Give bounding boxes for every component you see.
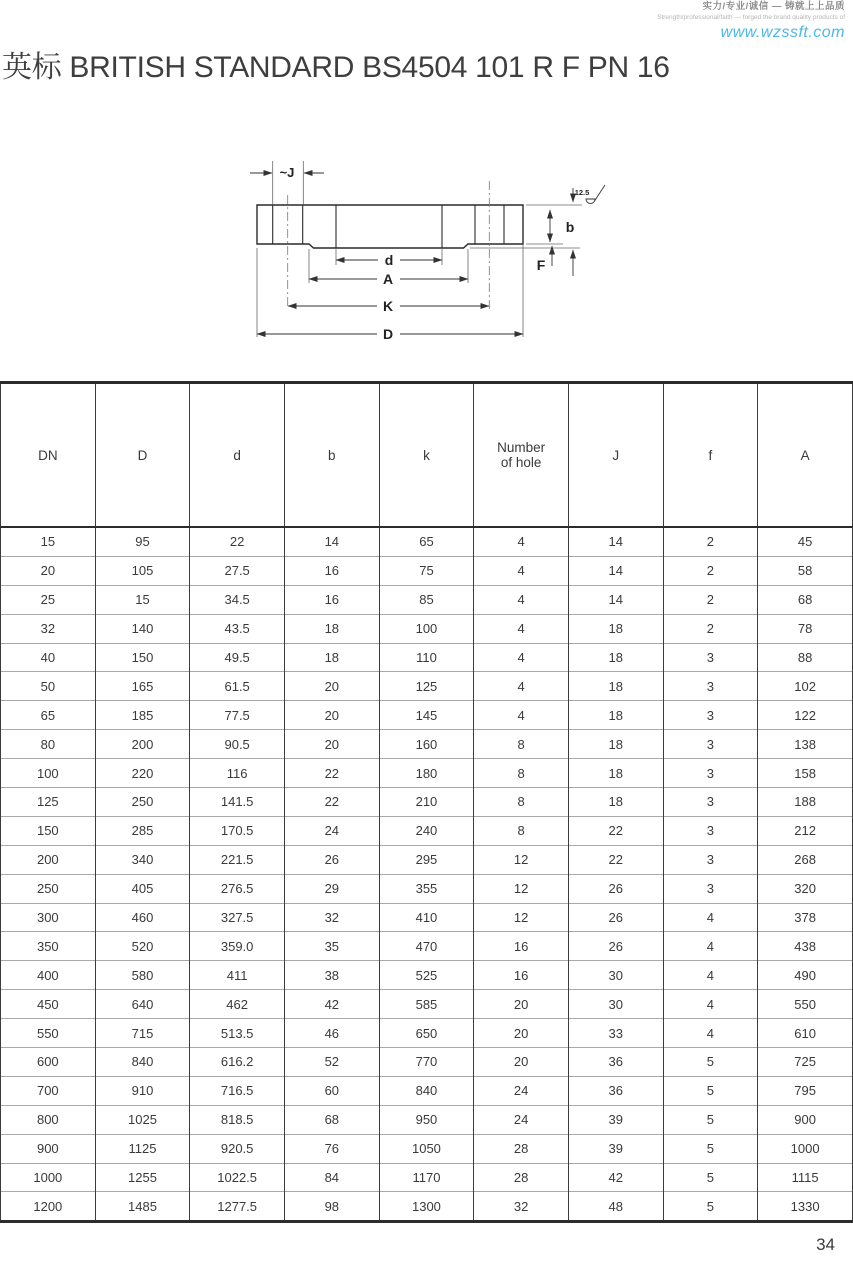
table-cell: 33 xyxy=(568,1019,663,1048)
table-row xyxy=(1,874,853,903)
table-row xyxy=(1,1076,853,1105)
table-cell: 1300 xyxy=(379,1192,474,1222)
table-cell: 76 xyxy=(284,1134,379,1163)
table-row xyxy=(1,845,853,874)
table-cell: 470 xyxy=(379,932,474,961)
table-cell: 65 xyxy=(379,527,474,556)
table-cell: 1000 xyxy=(1,1163,96,1192)
table-cell: 22 xyxy=(568,845,663,874)
table-cell: 30 xyxy=(568,961,663,990)
table-cell: 22 xyxy=(568,816,663,845)
table-cell: 300 xyxy=(1,903,96,932)
table-cell: 268 xyxy=(758,845,853,874)
table-cell: 490 xyxy=(758,961,853,990)
table-cell: 150 xyxy=(95,643,190,672)
table-row xyxy=(1,614,853,643)
table-cell: 26 xyxy=(568,874,663,903)
table-cell: 920.5 xyxy=(190,1134,285,1163)
table-cell: 24 xyxy=(474,1076,569,1105)
flange-body-outline xyxy=(257,205,523,248)
table-cell: 550 xyxy=(758,990,853,1019)
table-row xyxy=(1,932,853,961)
table-cell: 38 xyxy=(284,961,379,990)
table-cell: 14 xyxy=(568,585,663,614)
dimension-J-label: ~J xyxy=(279,165,295,180)
table-cell: 29 xyxy=(284,874,379,903)
table-cell: 585 xyxy=(379,990,474,1019)
table-cell: 513.5 xyxy=(190,1019,285,1048)
page-header xyxy=(657,2,845,43)
table-cell: 24 xyxy=(474,1105,569,1134)
table-cell: 16 xyxy=(474,961,569,990)
table-cell: 616.2 xyxy=(190,1048,285,1077)
table-cell: 1000 xyxy=(758,1134,853,1163)
table-cell: 525 xyxy=(379,961,474,990)
table-cell: 36 xyxy=(568,1076,663,1105)
col-header-f: f xyxy=(663,383,758,528)
table-cell: 22 xyxy=(284,759,379,788)
table-row xyxy=(1,1163,853,1192)
table-cell: 1050 xyxy=(379,1134,474,1163)
table-cell: 1485 xyxy=(95,1192,190,1222)
table-cell: 160 xyxy=(379,730,474,759)
table-cell: 3 xyxy=(663,816,758,845)
col-header-k: k xyxy=(379,383,474,528)
table-cell: 340 xyxy=(95,845,190,874)
table-cell: 8 xyxy=(474,730,569,759)
table-cell: 20 xyxy=(474,1019,569,1048)
table-cell: 818.5 xyxy=(190,1105,285,1134)
table-cell: 30 xyxy=(568,990,663,1019)
table-cell: 12 xyxy=(474,903,569,932)
table-cell: 8 xyxy=(474,816,569,845)
table-cell: 4 xyxy=(474,701,569,730)
table-cell: 32 xyxy=(474,1192,569,1222)
table-cell: 4 xyxy=(663,1019,758,1048)
table-row xyxy=(1,816,853,845)
page-title: 英标 BRITISH STANDARD BS4504 101 R F PN 16 xyxy=(2,51,670,84)
table-cell: 141.5 xyxy=(190,788,285,817)
table-cell: 105 xyxy=(95,556,190,585)
table-cell: 24 xyxy=(284,816,379,845)
table-cell: 840 xyxy=(95,1048,190,1077)
table-cell: 68 xyxy=(284,1105,379,1134)
table-cell: 75 xyxy=(379,556,474,585)
dimension-F-label: F xyxy=(536,257,546,273)
table-cell: 200 xyxy=(95,730,190,759)
table-cell: 145 xyxy=(379,701,474,730)
table-cell: 276.5 xyxy=(190,874,285,903)
table-cell: 43.5 xyxy=(190,614,285,643)
table-cell: 88 xyxy=(758,643,853,672)
table-cell: 22 xyxy=(190,527,285,556)
table-cell: 18 xyxy=(568,759,663,788)
table-cell: 900 xyxy=(1,1134,96,1163)
table-row xyxy=(1,527,853,556)
table-cell: 3 xyxy=(663,672,758,701)
table-cell: 250 xyxy=(95,788,190,817)
table-cell: 35 xyxy=(284,932,379,961)
table-cell: 42 xyxy=(284,990,379,1019)
table-cell: 27.5 xyxy=(190,556,285,585)
table-cell: 18 xyxy=(568,643,663,672)
table-cell: 140 xyxy=(95,614,190,643)
table-cell: 438 xyxy=(758,932,853,961)
table-cell: 3 xyxy=(663,730,758,759)
table-cell: 210 xyxy=(379,788,474,817)
table-cell: 26 xyxy=(568,932,663,961)
table-cell: 405 xyxy=(95,874,190,903)
table-row xyxy=(1,1048,853,1077)
table-row xyxy=(1,585,853,614)
table-cell: 165 xyxy=(95,672,190,701)
table-cell: 600 xyxy=(1,1048,96,1077)
table-cell: 327.5 xyxy=(190,903,285,932)
table-row xyxy=(1,701,853,730)
table-row xyxy=(1,643,853,672)
table-cell: 116 xyxy=(190,759,285,788)
table-cell: 95 xyxy=(95,527,190,556)
company-tagline-chinese: 实力/专业/诚信 — 铸就上上品质 xyxy=(702,1,845,12)
table-row xyxy=(1,990,853,1019)
table-cell: 220 xyxy=(95,759,190,788)
table-header-row xyxy=(1,383,853,528)
table-cell: 795 xyxy=(758,1076,853,1105)
table-row xyxy=(1,1134,853,1163)
table-row xyxy=(1,961,853,990)
table-cell: 20 xyxy=(474,990,569,1019)
table-cell: 20 xyxy=(474,1048,569,1077)
table-cell: 4 xyxy=(474,585,569,614)
table-cell: 18 xyxy=(568,672,663,701)
table-cell: 725 xyxy=(758,1048,853,1077)
table-cell: 1200 xyxy=(1,1192,96,1222)
table-cell: 180 xyxy=(379,759,474,788)
table-cell: 1277.5 xyxy=(190,1192,285,1222)
table-row xyxy=(1,672,853,701)
table-cell: 185 xyxy=(95,701,190,730)
table-cell: 26 xyxy=(568,903,663,932)
table-cell: 2 xyxy=(663,556,758,585)
table-cell: 20 xyxy=(284,701,379,730)
company-tagline-english: Strength/professional/faith — forged the brand quality products of xyxy=(657,13,845,21)
table-cell: 28 xyxy=(474,1163,569,1192)
table-cell: 460 xyxy=(95,903,190,932)
col-header-d: d xyxy=(190,383,285,528)
table-cell: 18 xyxy=(568,788,663,817)
table-cell: 5 xyxy=(663,1105,758,1134)
table-cell: 12 xyxy=(474,874,569,903)
table-cell: 15 xyxy=(1,527,96,556)
table-cell: 411 xyxy=(190,961,285,990)
table-cell: 8 xyxy=(474,759,569,788)
col-header-D: D xyxy=(95,383,190,528)
table-cell: 1115 xyxy=(758,1163,853,1192)
table-cell: 900 xyxy=(758,1105,853,1134)
table-cell: 61.5 xyxy=(190,672,285,701)
table-cell: 80 xyxy=(1,730,96,759)
table-cell: 770 xyxy=(379,1048,474,1077)
table-cell: 20 xyxy=(284,672,379,701)
table-cell: 910 xyxy=(95,1076,190,1105)
page-number: 34 xyxy=(816,1235,835,1254)
table-cell: 8 xyxy=(474,788,569,817)
table-cell: 580 xyxy=(95,961,190,990)
table-cell: 4 xyxy=(474,643,569,672)
table-cell: 359.0 xyxy=(190,932,285,961)
table-cell: 285 xyxy=(95,816,190,845)
table-cell: 12 xyxy=(474,845,569,874)
table-cell: 650 xyxy=(379,1019,474,1048)
table-cell: 18 xyxy=(284,643,379,672)
table-cell: 355 xyxy=(379,874,474,903)
table-cell: 170.5 xyxy=(190,816,285,845)
dimension-K-label: K xyxy=(382,298,394,314)
table-cell: 4 xyxy=(663,961,758,990)
table-cell: 65 xyxy=(1,701,96,730)
table-cell: 4 xyxy=(474,527,569,556)
table-cell: 60 xyxy=(284,1076,379,1105)
table-cell: 18 xyxy=(568,614,663,643)
table-cell: 22 xyxy=(284,788,379,817)
table-cell: 520 xyxy=(95,932,190,961)
table-cell: 150 xyxy=(1,816,96,845)
table-cell: 200 xyxy=(1,845,96,874)
table-cell: 4 xyxy=(474,614,569,643)
table-cell: 39 xyxy=(568,1105,663,1134)
table-cell: 58 xyxy=(758,556,853,585)
table-cell: 950 xyxy=(379,1105,474,1134)
table-cell: 102 xyxy=(758,672,853,701)
table-cell: 3 xyxy=(663,643,758,672)
table-cell: 3 xyxy=(663,788,758,817)
table-cell: 77.5 xyxy=(190,701,285,730)
table-cell: 125 xyxy=(379,672,474,701)
table-cell: 138 xyxy=(758,730,853,759)
flange-dimension-drawing xyxy=(230,148,640,363)
table-cell: 84 xyxy=(284,1163,379,1192)
table-cell: 716.5 xyxy=(190,1076,285,1105)
table-cell: 39 xyxy=(568,1134,663,1163)
table-cell: 840 xyxy=(379,1076,474,1105)
table-cell: 3 xyxy=(663,874,758,903)
table-cell: 1330 xyxy=(758,1192,853,1222)
table-cell: 78 xyxy=(758,614,853,643)
table-cell: 26 xyxy=(284,845,379,874)
table-cell: 2 xyxy=(663,614,758,643)
table-cell: 2 xyxy=(663,585,758,614)
table-cell: 3 xyxy=(663,845,758,874)
col-header-J: J xyxy=(568,383,663,528)
col-header-dn: DN xyxy=(1,383,96,528)
table-cell: 1255 xyxy=(95,1163,190,1192)
table-cell: 188 xyxy=(758,788,853,817)
table-row xyxy=(1,1192,853,1222)
table-cell: 52 xyxy=(284,1048,379,1077)
table-cell: 16 xyxy=(284,556,379,585)
table-cell: 5 xyxy=(663,1048,758,1077)
dimension-F xyxy=(552,246,573,276)
table-cell: 110 xyxy=(379,643,474,672)
table-cell: 18 xyxy=(284,614,379,643)
table-cell: 378 xyxy=(758,903,853,932)
roughness-symbol xyxy=(573,185,605,204)
table-body xyxy=(1,527,853,1222)
table-row xyxy=(1,556,853,585)
table-cell: 450 xyxy=(1,990,96,1019)
dimension-A-label: A xyxy=(382,271,394,287)
table-cell: 46 xyxy=(284,1019,379,1048)
table-cell: 45 xyxy=(758,527,853,556)
table-cell: 4 xyxy=(474,556,569,585)
table-row xyxy=(1,788,853,817)
company-website-link[interactable]: www.wzssft.com xyxy=(720,24,845,42)
table-row xyxy=(1,730,853,759)
table-cell: 68 xyxy=(758,585,853,614)
table-cell: 4 xyxy=(663,903,758,932)
table-cell: 32 xyxy=(284,903,379,932)
table-cell: 100 xyxy=(1,759,96,788)
table-cell: 5 xyxy=(663,1134,758,1163)
table-cell: 18 xyxy=(568,701,663,730)
table-cell: 410 xyxy=(379,903,474,932)
table-cell: 42 xyxy=(568,1163,663,1192)
col-header-number-of-hole: Number of hole xyxy=(474,383,569,528)
dimension-d-label: d xyxy=(384,252,394,268)
table-cell: 320 xyxy=(758,874,853,903)
table-cell: 40 xyxy=(1,643,96,672)
table-cell: 800 xyxy=(1,1105,96,1134)
table-cell: 5 xyxy=(663,1192,758,1222)
table-cell: 20 xyxy=(284,730,379,759)
table-cell: 3 xyxy=(663,701,758,730)
table-cell: 4 xyxy=(474,672,569,701)
extension-lines xyxy=(257,161,582,337)
table-cell: 4 xyxy=(663,932,758,961)
table-cell: 250 xyxy=(1,874,96,903)
table-cell: 5 xyxy=(663,1163,758,1192)
table-cell: 14 xyxy=(284,527,379,556)
table-cell: 16 xyxy=(474,932,569,961)
col-header-A: A xyxy=(758,383,853,528)
table-cell: 25 xyxy=(1,585,96,614)
table-cell: 3 xyxy=(663,759,758,788)
dimension-D-label: D xyxy=(382,326,394,342)
table-cell: 1170 xyxy=(379,1163,474,1192)
table-cell: 1025 xyxy=(95,1105,190,1134)
col-header-b: b xyxy=(284,383,379,528)
table-cell: 5 xyxy=(663,1076,758,1105)
table-cell: 640 xyxy=(95,990,190,1019)
table-cell: 715 xyxy=(95,1019,190,1048)
table-cell: 1022.5 xyxy=(190,1163,285,1192)
table-cell: 36 xyxy=(568,1048,663,1077)
table-cell: 610 xyxy=(758,1019,853,1048)
table-cell: 2 xyxy=(663,527,758,556)
roughness-value: 12.5 xyxy=(574,188,590,197)
table-cell: 462 xyxy=(190,990,285,1019)
flange-spec-table xyxy=(0,381,853,1223)
table-row xyxy=(1,1105,853,1134)
table-cell: 15 xyxy=(95,585,190,614)
table-cell: 240 xyxy=(379,816,474,845)
dimension-b-label: b xyxy=(565,219,575,235)
table-cell: 221.5 xyxy=(190,845,285,874)
table-cell: 295 xyxy=(379,845,474,874)
table-row xyxy=(1,1019,853,1048)
table-cell: 20 xyxy=(1,556,96,585)
bolt-centerlines xyxy=(288,181,490,309)
table-cell: 49.5 xyxy=(190,643,285,672)
table-cell: 16 xyxy=(284,585,379,614)
table-cell: 350 xyxy=(1,932,96,961)
table-cell: 125 xyxy=(1,788,96,817)
table-cell: 700 xyxy=(1,1076,96,1105)
table-cell: 85 xyxy=(379,585,474,614)
table-cell: 50 xyxy=(1,672,96,701)
table-cell: 98 xyxy=(284,1192,379,1222)
table-cell: 100 xyxy=(379,614,474,643)
table-row xyxy=(1,759,853,788)
table-cell: 212 xyxy=(758,816,853,845)
table-cell: 34.5 xyxy=(190,585,285,614)
table-row xyxy=(1,903,853,932)
table-cell: 48 xyxy=(568,1192,663,1222)
table-cell: 14 xyxy=(568,527,663,556)
table-cell: 32 xyxy=(1,614,96,643)
table-cell: 1125 xyxy=(95,1134,190,1163)
flange-body-section-lines xyxy=(273,205,504,248)
table-cell: 18 xyxy=(568,730,663,759)
table-cell: 122 xyxy=(758,701,853,730)
table-cell: 550 xyxy=(1,1019,96,1048)
table-cell: 28 xyxy=(474,1134,569,1163)
table-cell: 400 xyxy=(1,961,96,990)
table-cell: 90.5 xyxy=(190,730,285,759)
table-cell: 14 xyxy=(568,556,663,585)
table-cell: 158 xyxy=(758,759,853,788)
table-cell: 4 xyxy=(663,990,758,1019)
